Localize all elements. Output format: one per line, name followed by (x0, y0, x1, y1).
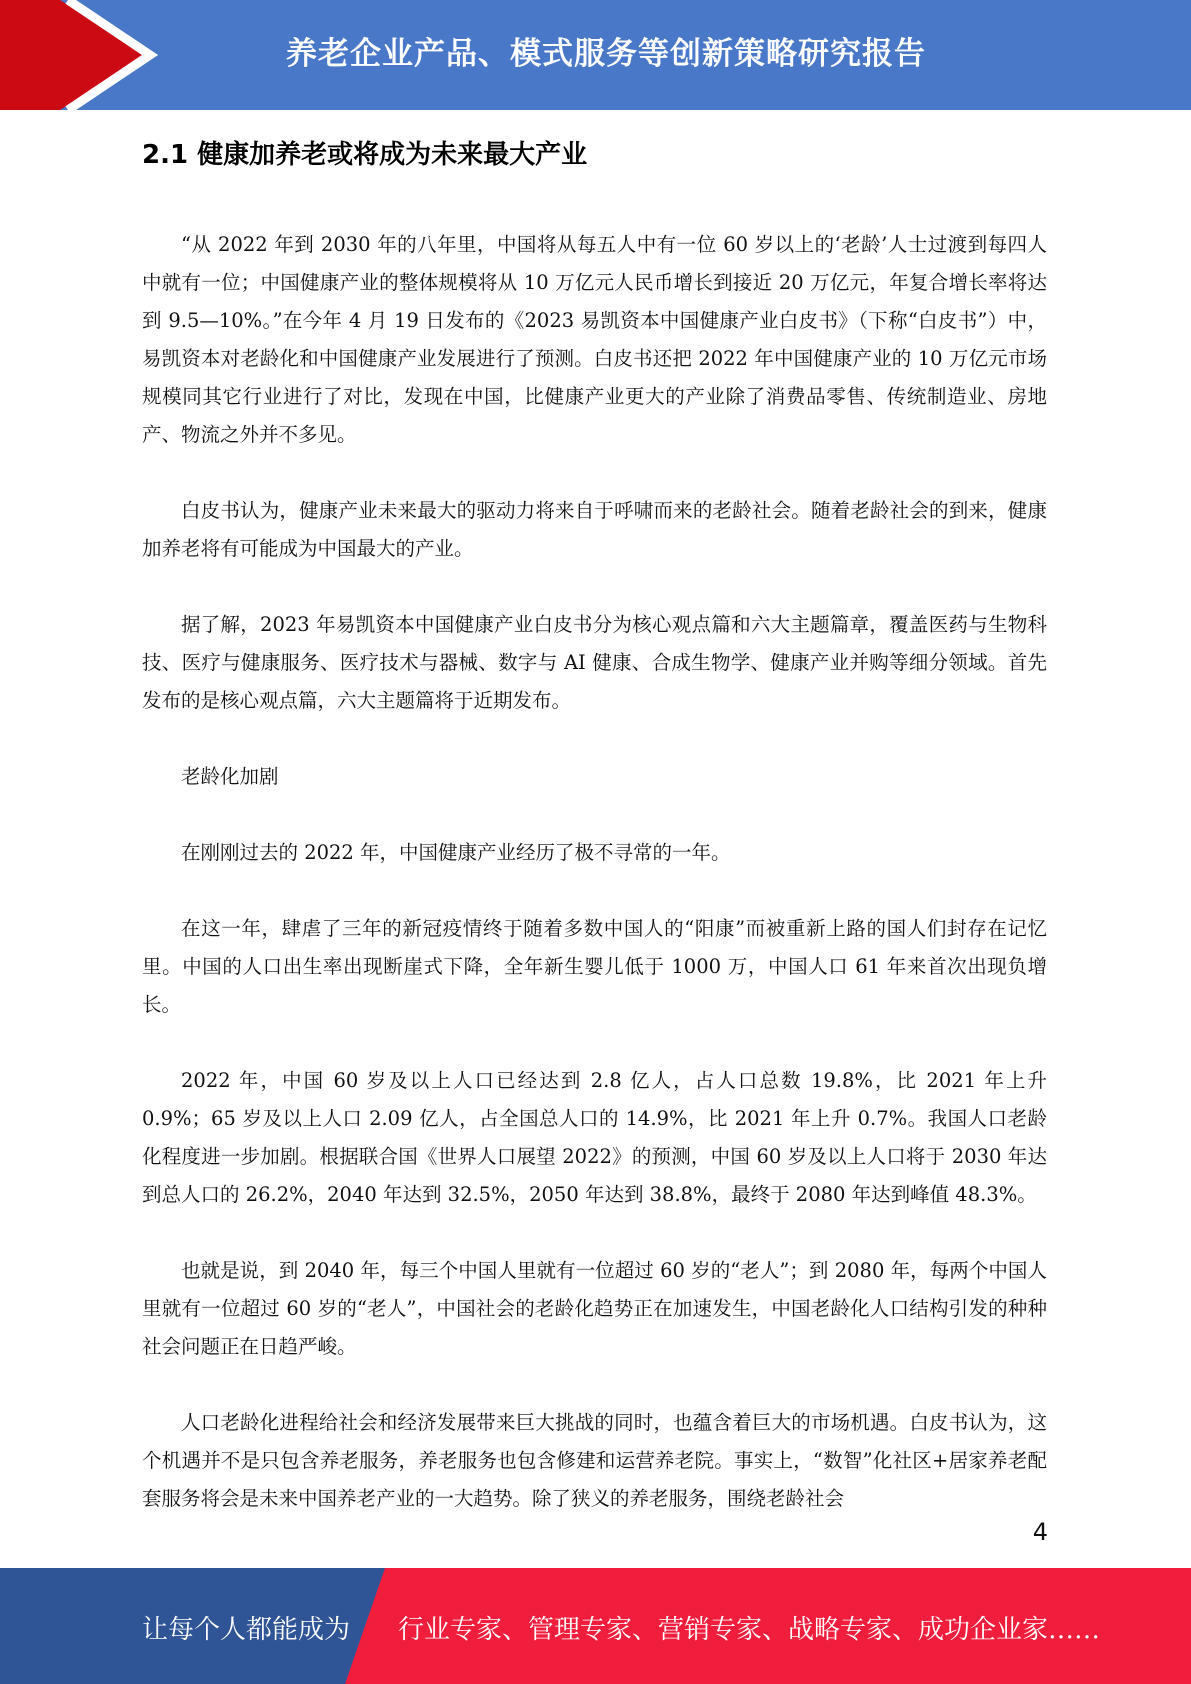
paragraph: 在刚刚过去的 2022 年，中国健康产业经历了极不寻常的一年。 (181, 841, 731, 864)
paragraph: 白皮书认为，健康产业未来最大的驱动力将来自于呼啸而来的老龄社会。随着老龄社会的到来，健康加养老将有可能成为中国最大的产业。 (142, 499, 1047, 560)
report-title: 养老企业产品、模式服务等创新策略研究报告 (286, 36, 926, 72)
section-heading: 2.1 健康加养老或将成为未来最大产业 (142, 140, 588, 170)
paragraph: 也就是说，到 2040 年，每三个中国人里就有一位超过 60 岁的“老人”；到 2080 年，每两个中国人里就有一位超过 60 岁的“老人”，中国社会的老龄化趋势正在加速发生，中国老龄化人口结构引发的种种社会问题正在日趋严峻。 (142, 1259, 1047, 1358)
page-number: 4 (1032, 1518, 1048, 1546)
paragraph: 据了解，2023 年易凯资本中国健康产业白皮书分为核心观点篇和六大主题篇章，覆盖医药与生物科技、医疗与健康服务、医疗技术与器械、数字与 AI 健康、合成生物学、健康产业并购等细分领域。首先发布的是核心观点篇，六大主题篇将于近期发布。 (142, 613, 1047, 712)
paragraph: 人口老龄化进程给社会和经济发展带来巨大挑战的同时，也蕴含着巨大的市场机遇。白皮书认为，这个机遇并不是只包含养老服务，养老服务也包含修建和运营养老院。事实上，“数智”化社区+居家养老配套服务将会是未来中国养老产业的一大趋势。除了狭义的养老服务，围绕老龄社会 (142, 1411, 1047, 1510)
body-text (142, 226, 1047, 1556)
paragraph: “从 2022 年到 2030 年的八年里，中国将从每五人中有一位 60 岁以上的‘老龄’人士过渡到每四人中就有一位；中国健康产业的整体规模将从 10 万亿元人民币增长到接近 20 万亿元，年复合增长率将达到 9.5—10%。”在今年 4 月 19 日发布的《2023 易凯资本中国健康产业白皮书》（下称“白皮书”）中，易凯资本对老龄化和中国健康产业发展进行了预测。白皮书还把 2022 年中国健康产业的 10 万亿元市场规模同其它行业进行了对比，发现在中国，比健康产业更大的产业除了消费品零售、传统制造业、房地产、物流之外并不多见。 (142, 233, 1047, 446)
paragraph: 2022 年，中国 60 岁及以上人口已经达到 2.8 亿人，占人口总数 19.8%，比 2021 年上升 0.9%；65 岁及以上人口 2.09 亿人，占全国总人口的 14.9%，比 2021 年上升 0.7%。我国人口老龄化程度进一步加剧。根据联合国《世界人口展望 2022》的预测，中国 60 岁及以上人口将于 2030 年达到总人口的 26.2%，2040 年达到 32.5%，2050 年达到 38.8%，最终于 2080 年达到峰值 48.3%。 (142, 1069, 1047, 1206)
footer-slogan-right: 行业专家、管理专家、营销专家、战略专家、成功企业家…… (398, 1615, 1101, 1645)
page-footer (0, 1568, 1191, 1684)
paragraph: 在这一年，肆虐了三年的新冠疫情终于随着多数中国人的“阳康”而被重新上路的国人们封存在记忆里。中国的人口出生率出现断崖式下降，全年新生婴儿低于 1000 万，中国人口 61 年来首次出现负增长。 (142, 917, 1047, 1016)
subheading: 老龄化加剧 (181, 765, 279, 788)
page-header (0, 0, 1191, 110)
footer-slogan-left: 让每个人都能成为 (142, 1615, 351, 1645)
